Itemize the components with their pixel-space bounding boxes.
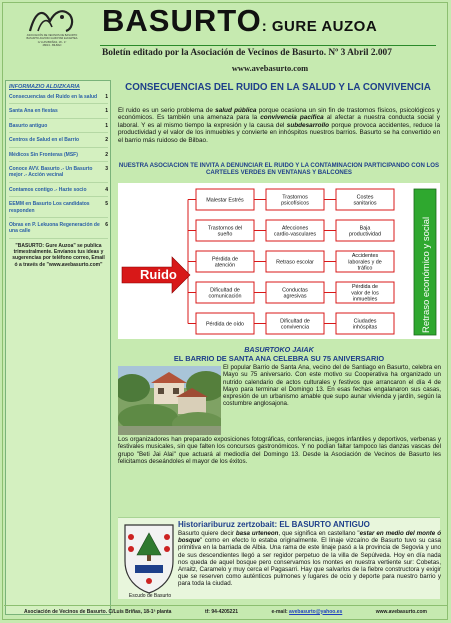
- article3-emphasis: estar en medio del monte ó bosque: [178, 530, 441, 545]
- sidebar-item-label: Contamos contigo .- Hazte socio: [9, 186, 87, 193]
- sidebar-item[interactable]: [9, 123, 108, 133]
- assoc-line: ASOCIACIÓN DE VECINOS DE BASURTO: [26, 34, 78, 37]
- article2-title: EL BARRIO DE SANTA ANA CELEBRA SU 75 ANIVERSARIO: [173, 354, 385, 363]
- article1-text: porque provoca accidentes, reduce la productividad y el valor de los inmuebles y convierte en inhóspitos nuestros barrios. Basurto se ha convertido en el barrio más ruidoso de Bilbao.: [118, 121, 441, 144]
- diagram-cell: [266, 251, 324, 272]
- assoc-line: C/ LUIS BRIÑAS, 18 - 1º: [37, 40, 67, 44]
- sidebar-item-label: Conoce AVV. Basurto .- Un Basurto mejor .- Acción vecinal: [9, 166, 93, 179]
- diagram-cell: [336, 282, 394, 303]
- diagram-cell: [266, 282, 324, 303]
- article2-body-top: El popular Barrio de Santa Ana, vecino del de Santiago en Basurto, celebra en Mayo su 75 aniversario. Con este motivo su Cooperativa ha organizado un nutrido calendario de actos culturales y festivos que arrancaron el día 4 de Mayo para terminar el Domingo 13. En esas fechas engalanaron sus casas, expresión de un urbanismo amable que supo aunar vivienda y jardín, según la costumbre anglosajona.: [223, 364, 441, 408]
- diagram-cell-label: Dificultad de: [210, 287, 240, 294]
- page-footer: [4, 605, 447, 617]
- article3-title: Historiariburuz zertzobait: EL BASURTO ANTIGUO: [178, 520, 370, 529]
- masthead-title: BASURTO: [102, 3, 262, 38]
- sidebar-item-label: Médicos Sin Fronteras (MSF): [9, 151, 78, 158]
- article1-text: El ruido es un serio problema de: [118, 107, 216, 114]
- sidebar-item-label: Santa Ana en fiestas: [9, 108, 58, 115]
- assoc-line: 48013 - BILBAO: [42, 44, 62, 48]
- basurto-coat-of-arms-icon: [121, 521, 177, 595]
- coat-of-arms-caption: Escudo de Basurto: [128, 593, 172, 599]
- footer-email-link[interactable]: avebasurto@yahoo.es: [289, 608, 343, 615]
- ruido-label: Ruido: [140, 267, 177, 282]
- article3-emphasis: basa urteneon: [235, 530, 279, 537]
- diagram-cell: [336, 313, 394, 334]
- header-website-link[interactable]: www.avebasurto.com: [231, 64, 309, 73]
- diagram-cell: [196, 220, 254, 241]
- diagram-cell-label: Pérdida de: [351, 284, 379, 291]
- header-divider: [100, 45, 436, 46]
- diagram-cell-label: Retraso escolar: [276, 259, 314, 266]
- article1-text: porque ocasiona un sin fin de trastornos físicos, psicológicos y económicos. Es también una amenaza para la: [118, 107, 440, 122]
- diagram-cell-label: valor de los: [351, 290, 379, 297]
- noise-effects-diagram: [118, 183, 440, 339]
- sidebar-item[interactable]: [9, 137, 108, 147]
- sidebar-note: "BASURTO: Gure Auzoa" se publica trimestralmente. Envíanos tus ideas y sugerencias por teléfono correo, Email ó a través de "www.avebasurto.com": [12, 242, 105, 268]
- article1-emphasis: salud pública: [215, 107, 257, 114]
- diagram-cell: [266, 189, 324, 210]
- sidebar-index: [5, 80, 111, 615]
- diagram-cell: [196, 189, 254, 210]
- sidebar-item[interactable]: [9, 94, 108, 104]
- diagram-cell-label: Accidentes: [351, 253, 379, 260]
- diagram-cell-label: laborales y de: [348, 259, 382, 266]
- sidebar-item-page: 4: [105, 186, 108, 193]
- footer-website-link[interactable]: www.avebasurto.com: [375, 608, 427, 615]
- article1-emphasis: convivencia pacífica: [260, 114, 324, 122]
- ruido-arrow: [122, 257, 190, 293]
- santa-ana-photo: [118, 366, 221, 435]
- diagram-cell-label: Pérdida de oído: [205, 321, 245, 328]
- sidebar-item[interactable]: [9, 201, 108, 218]
- diagram-cell-label: Malestar Estrés: [206, 197, 244, 204]
- diagram-cells: [196, 189, 394, 334]
- article3-text: " como en efecto lo estaba originalmente. El linaje vizcaíno de Basurto tuvo su casa primitiva en la barriada de Albia. Una rama de este linaje pasó a la provincia de Segovia y uno de sus descendientes llegó a ser regidor perpetuo de la villa de Sepúlveda. Hoy en día nada nos queda de aquel bosque pero conservamos los montes en nuestra vertiente sur: Cobetas, Arraitz, Caramelo y muy cerca el Pagasarri. Hay que salvarlos de la fiebre constructora y exigir que se reserven como auténticos pulmones y lugares de ocio y deporte para nuestro barrio y para toda la ciudad.: [178, 537, 441, 588]
- article3-text: , que significa en castellano ": [278, 530, 360, 537]
- diagram-cell-label: inmuebles: [352, 296, 378, 303]
- diagram-cell-label: Baja: [359, 225, 371, 232]
- sidebar-title: INFORMAZIO ALDIZKARIA: [9, 84, 80, 90]
- masthead: [102, 3, 377, 39]
- sidebar-item[interactable]: [9, 152, 108, 162]
- diagram-cell: [336, 220, 394, 241]
- article3-body: [178, 530, 441, 588]
- footer-email-group: [272, 609, 343, 615]
- sidebar-item-label: Consecuencias del Ruido en la salud: [9, 94, 98, 100]
- diagram-cell-label: sueño: [217, 231, 233, 238]
- noise-effects-diagram-svg: [118, 183, 440, 339]
- diagram-cell-label: cardio-vasculares: [273, 231, 317, 238]
- sidebar-item-page: 1: [105, 122, 108, 129]
- sidebar-item-page: 3: [105, 166, 108, 173]
- diagram-cell: [266, 313, 324, 334]
- footer-email-label: e-mail:: [271, 608, 288, 615]
- diagram-cell-label: inhóspitas: [352, 324, 378, 331]
- sidebar-item-page: 6: [105, 222, 108, 229]
- sidebar-item[interactable]: [9, 187, 108, 197]
- diagram-cell-label: Ciudades: [353, 318, 377, 325]
- article1-text: al afectar a nuestra conducta social y laboral. Y es al mismo tiempo la expresión y la causa del: [118, 114, 440, 129]
- diagram-cell: [196, 251, 254, 272]
- diagram-cell: [266, 220, 324, 241]
- diagram-cell-label: productividad: [348, 231, 382, 238]
- sidebar-item[interactable]: [9, 222, 108, 239]
- sidebar-item-label: Centros de Salud en el Barrio: [9, 137, 80, 144]
- footer-address: Asociación de Vecinos de Basurto. C/Luís Briñas, 18-1ª planta: [24, 608, 172, 615]
- diagram-cell-label: convivencia: [280, 324, 310, 331]
- article1-title: CONSECUENCIAS DEL RUIDO EN LA SALUD Y LA CONVIVENCIA: [125, 82, 431, 93]
- sidebar-item-label: EEMM en Basurto Los candidatos responden: [9, 201, 90, 214]
- sidebar-item-page: 5: [105, 201, 108, 208]
- sidebar-item[interactable]: [9, 108, 108, 118]
- association-logo-icon: [22, 5, 84, 35]
- article2-body-bottom: Los organizadores han preparado exposiciones fotográficas, conferencias, juegos infantiles y deportivos, verbenas y festivales musicales, sin que falten los concursos gastronómicos. Y no podían faltar tampoco las danzas vascas del grupo "Beti Jai Alai" que actuará al mediodía del Domingo 13. Desde la Asociación de Vecinos de Basurto les felicitamos deseándoles el mayor de los éxitos.: [118, 436, 441, 465]
- retraso-label: Retraso económico y social: [421, 216, 432, 333]
- footer-phone: tf: 94-4205221: [204, 608, 239, 615]
- assoc-line: BASURTO AUZOKO AUZOTAR ELKARTEA: [26, 37, 78, 41]
- sidebar-item-label: Basurto antiguo: [9, 122, 48, 129]
- diagram-cell-label: psicofísicos: [281, 200, 309, 207]
- diagram-cell-label: Costes: [356, 194, 374, 201]
- diagram-cell: [196, 313, 254, 334]
- article1-call-to-action: NUESTRA ASOCIACION TE INVITA A DENUNCIAR EL RUIDO Y LA CONTAMINACION PARTICIPANDO CON LOS CARTELES VERDES EN VENTANAS Y BALCONES: [118, 162, 440, 177]
- diagram-cell-label: comunicación: [208, 293, 242, 300]
- diagram-cell-label: Pérdida de: [211, 256, 239, 263]
- diagram-cell-label: Trastornos: [282, 194, 308, 201]
- diagram-cell-label: Dificultad de: [280, 318, 310, 325]
- sidebar-item-page: 1: [105, 108, 108, 115]
- sidebar-item[interactable]: [9, 166, 108, 183]
- article1-emphasis: subdesarrollo: [286, 121, 330, 129]
- diagram-cell-label: sanitarios: [353, 200, 377, 207]
- diagram-cell-label: tráfico: [357, 265, 373, 272]
- diagram-cell: [336, 189, 394, 210]
- sidebar-item-page: 1: [105, 94, 108, 100]
- bulletin-subtitle: Boletín editado por la Asociación de Vecinos de Basurto. Nº 3 Abril 2.007: [102, 48, 392, 58]
- diagram-cell-label: Trastornos del: [207, 225, 243, 232]
- diagram-cell: [196, 282, 254, 303]
- sidebar-item-page: 2: [105, 137, 108, 144]
- diagram-cell: [336, 251, 394, 272]
- association-address: [14, 34, 90, 48]
- masthead-subtitle: : GURE AUZOA: [261, 18, 378, 35]
- article3-text: Basurto quiere decir: [178, 530, 236, 537]
- diagram-cell-label: agresivas: [283, 293, 307, 300]
- article2-kicker: BASURTOKO JAIAK: [244, 345, 314, 354]
- diagram-cell-label: Conductas: [282, 287, 308, 294]
- diagram-cell-label: Afecciones: [281, 225, 309, 232]
- article1-body: [118, 107, 440, 144]
- diagram-cell-label: atención: [214, 262, 236, 269]
- retraso-bar: [414, 189, 436, 335]
- sidebar-item-page: 2: [105, 151, 108, 158]
- sidebar-item-label: Obras en P. Lekuona Regeneración de una calle: [9, 222, 100, 235]
